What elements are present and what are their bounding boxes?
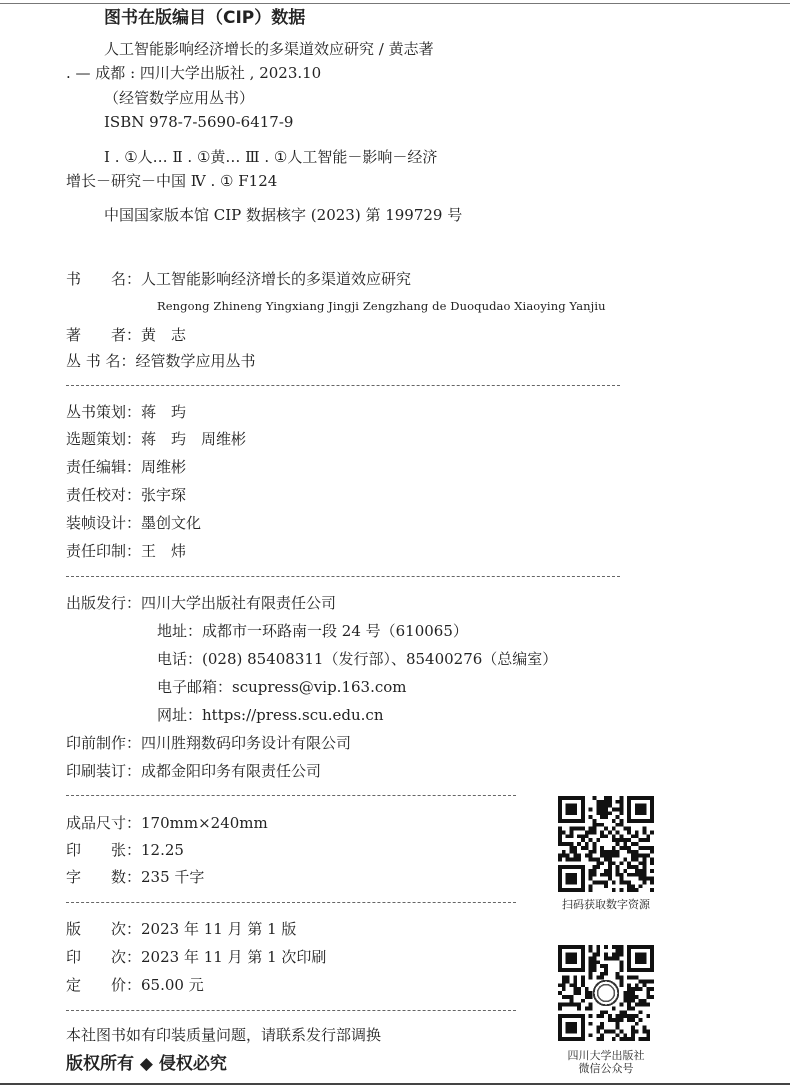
staff-label: 丛书策划： bbox=[66, 403, 142, 421]
staff-value: 蒋 玙 周维彬 bbox=[141, 430, 247, 448]
qr-code-wechat-icon[interactable] bbox=[558, 945, 654, 1041]
staff-label: 装帧设计： bbox=[66, 514, 142, 532]
cip-heading: 图书在版编目（CIP）数据 bbox=[104, 8, 306, 28]
edition-row bbox=[66, 922, 296, 937]
staff-value: 张宇琛 bbox=[141, 486, 187, 504]
quality-notice: 本社图书如有印装质量问题，请联系发行部调换 bbox=[66, 1026, 382, 1044]
cip-line-publisher: . — 成都 : 四川大学出版社 , 2023.10 bbox=[66, 64, 322, 82]
publisher-phone: 电话：(028) 85408311（发行部）、85400276（总编室） bbox=[157, 650, 558, 668]
cip-line-title: 人工智能影响经济增长的多渠道效应研究 / 黄志著 bbox=[104, 40, 434, 58]
edition-value: 65.00 元 bbox=[141, 976, 204, 994]
printing-label: 印刷装订： bbox=[66, 762, 142, 780]
publisher-address: 地址：成都市一环路南一段 24 号（610065） bbox=[157, 622, 468, 640]
series-row bbox=[66, 354, 256, 369]
cip-line-series: （经管数学应用丛书） bbox=[104, 89, 255, 107]
staff-label: 责任印制： bbox=[66, 542, 142, 560]
spec-value: 170mm×240mm bbox=[141, 814, 268, 832]
spec-row bbox=[66, 816, 268, 831]
staff-row bbox=[66, 405, 186, 420]
divider bbox=[66, 795, 516, 796]
spec-value: 12.25 bbox=[141, 841, 184, 859]
staff-value: 蒋 玙 bbox=[141, 403, 187, 421]
staff-value: 王 炜 bbox=[141, 542, 187, 560]
spec-label: 字 数： bbox=[66, 868, 142, 886]
qr-caption-wechat-line1: 四川大学出版社 bbox=[567, 1049, 645, 1062]
series-name: 经管数学应用丛书 bbox=[135, 352, 256, 370]
cip-line-classification-cont: 增长－研究－中国 Ⅳ . ① F124 bbox=[66, 172, 278, 190]
staff-row bbox=[66, 516, 201, 531]
publisher-website: 网址：https://press.scu.edu.cn bbox=[157, 706, 384, 724]
spec-row bbox=[66, 843, 184, 858]
edition-row bbox=[66, 950, 326, 965]
series-label: 丛 书 名： bbox=[66, 352, 136, 370]
publisher-name: 四川大学出版社有限责任公司 bbox=[141, 594, 337, 612]
publisher-email: 电子邮箱：scupress@vip.163.com bbox=[157, 678, 407, 696]
prepress-row bbox=[66, 736, 351, 751]
divider bbox=[66, 385, 620, 386]
top-rule bbox=[0, 3, 790, 4]
book-title-label: 书 名： bbox=[66, 270, 142, 288]
bottom-rule bbox=[0, 1083, 790, 1085]
staff-label: 责任编辑： bbox=[66, 458, 142, 476]
edition-row bbox=[66, 978, 204, 993]
cip-line-isbn: ISBN 978-7-5690-6417-9 bbox=[104, 113, 294, 131]
staff-row bbox=[66, 488, 186, 503]
edition-label: 定 价： bbox=[66, 976, 142, 994]
spec-value: 235 千字 bbox=[141, 868, 205, 886]
author: 黄 志 bbox=[141, 326, 187, 344]
qr-caption-wechat-line2: 微信公众号 bbox=[578, 1062, 634, 1075]
edition-value: 2023 年 11 月 第 1 版 bbox=[141, 920, 297, 938]
prepress-label: 印前制作： bbox=[66, 734, 142, 752]
printing-row bbox=[66, 764, 321, 779]
publisher-row bbox=[66, 596, 336, 611]
book-title-pinyin: Rengong Zhineng Yingxiang Jingji Zengzhang de Duoqudao Xiaoying Yanjiu bbox=[157, 299, 606, 313]
spec-row bbox=[66, 870, 204, 885]
spec-label: 印 张： bbox=[66, 841, 142, 859]
staff-label: 选题策划： bbox=[66, 430, 142, 448]
edition-value: 2023 年 11 月 第 1 次印刷 bbox=[141, 948, 327, 966]
publisher-label: 出版发行： bbox=[66, 594, 142, 612]
cip-line-record: 中国国家版本馆 CIP 数据核字 (2023) 第 199729 号 bbox=[104, 206, 463, 224]
divider bbox=[66, 902, 516, 903]
edition-label: 版 次： bbox=[66, 920, 142, 938]
cip-line-classification: Ⅰ . ①人… Ⅱ . ①黄… Ⅲ . ①人工智能－影响－经济 bbox=[104, 148, 438, 166]
author-row bbox=[66, 328, 186, 343]
printing-value: 成都金阳印务有限责任公司 bbox=[141, 762, 322, 780]
staff-row bbox=[66, 460, 186, 475]
staff-row bbox=[66, 544, 186, 559]
author-label: 著 者： bbox=[66, 326, 142, 344]
prepress-value: 四川胜翔数码印务设计有限公司 bbox=[141, 734, 352, 752]
staff-row bbox=[66, 432, 246, 447]
spec-label: 成品尺寸： bbox=[66, 814, 142, 832]
staff-value: 墨创文化 bbox=[141, 514, 202, 532]
book-title: 人工智能影响经济增长的多渠道效应研究 bbox=[141, 270, 412, 288]
divider bbox=[66, 576, 620, 577]
book-title-row bbox=[66, 272, 411, 287]
edition-label: 印 次： bbox=[66, 948, 142, 966]
qr-caption-digital-resources: 扫码获取数字资源 bbox=[562, 898, 650, 911]
qr-code-digital-resources-icon[interactable] bbox=[558, 796, 654, 892]
copyright-notice: 版权所有 ◆ 侵权必究 bbox=[66, 1054, 227, 1074]
staff-label: 责任校对： bbox=[66, 486, 142, 504]
divider bbox=[66, 1010, 516, 1011]
staff-value: 周维彬 bbox=[141, 458, 187, 476]
